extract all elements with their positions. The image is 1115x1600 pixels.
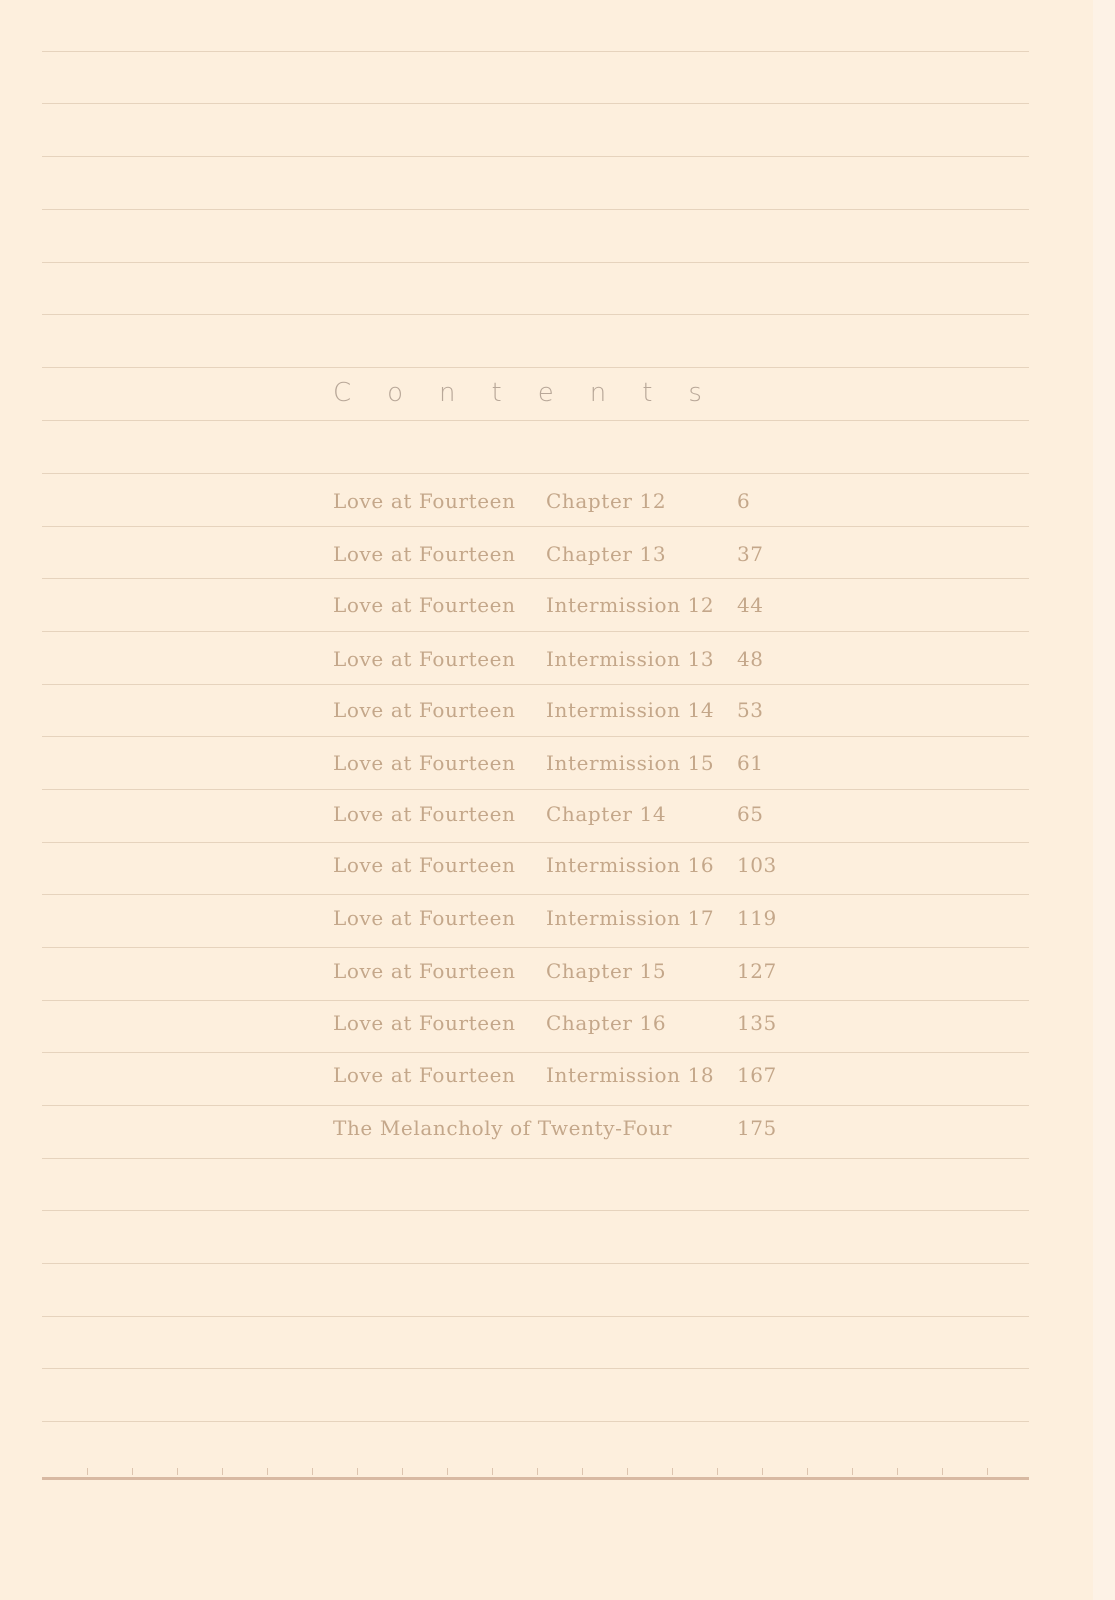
ruler-tick (267, 1468, 268, 1475)
toc-section: Intermission 14 (546, 698, 715, 722)
toc-row[interactable] (0, 751, 1115, 803)
toc-page-number: 37 (737, 542, 764, 566)
toc-row[interactable] (0, 906, 1115, 958)
bottom-rule (42, 1477, 1029, 1480)
toc-page-number: 48 (737, 647, 764, 671)
rule-line (42, 367, 1029, 368)
ruler-tick (582, 1468, 583, 1475)
toc-row[interactable] (0, 853, 1115, 905)
toc-section: Intermission 18 (546, 1063, 715, 1087)
toc-series: Love at Fourteen (333, 751, 516, 775)
toc-series: Love at Fourteen (333, 489, 516, 513)
rule-line (42, 314, 1029, 315)
ruler-tick (717, 1468, 718, 1475)
toc-page-number: 103 (737, 853, 777, 877)
ruler-tick (537, 1468, 538, 1475)
toc-section: Chapter 16 (546, 1011, 667, 1035)
toc-row[interactable] (0, 1063, 1115, 1115)
rule-line (42, 51, 1029, 52)
page-title: Contents (333, 378, 738, 408)
rule-line (42, 1316, 1029, 1317)
ruler-tick (312, 1468, 313, 1475)
toc-series: Love at Fourteen (333, 542, 516, 566)
toc-series: Love at Fourteen (333, 959, 516, 983)
toc-section: Intermission 12 (546, 593, 715, 617)
toc-series: Love at Fourteen (333, 1011, 516, 1035)
ruler-tick (852, 1468, 853, 1475)
toc-section: Intermission 15 (546, 751, 715, 775)
rule-line (42, 420, 1029, 421)
rule-line (42, 1210, 1029, 1211)
toc-page-number: 127 (737, 959, 777, 983)
toc-series: Love at Fourteen (333, 647, 516, 671)
toc-row[interactable] (0, 959, 1115, 1011)
toc-row[interactable] (0, 489, 1115, 541)
toc-series: The Melancholy of Twenty-Four (333, 1116, 673, 1140)
ruler-tick (222, 1468, 223, 1475)
toc-page-number: 175 (737, 1116, 777, 1140)
ruler-tick (357, 1468, 358, 1475)
toc-row[interactable] (0, 647, 1115, 699)
toc-row[interactable] (0, 542, 1115, 594)
toc-row[interactable] (0, 802, 1115, 854)
toc-page-number: 119 (737, 906, 777, 930)
page-edge (1093, 0, 1115, 1600)
rule-line (42, 156, 1029, 157)
toc-series: Love at Fourteen (333, 698, 516, 722)
toc-series: Love at Fourteen (333, 906, 516, 930)
rule-line (42, 209, 1029, 210)
rule-line (42, 103, 1029, 104)
toc-section: Chapter 15 (546, 959, 667, 983)
toc-row[interactable] (0, 593, 1115, 645)
toc-section: Chapter 12 (546, 489, 667, 513)
ruler-tick (177, 1468, 178, 1475)
rule-line (42, 473, 1029, 474)
toc-series: Love at Fourteen (333, 853, 516, 877)
rule-line (42, 1421, 1029, 1422)
toc-series: Love at Fourteen (333, 593, 516, 617)
toc-page-number: 44 (737, 593, 764, 617)
ruler-tick (942, 1468, 943, 1475)
rule-line (42, 1263, 1029, 1264)
ruler-tick (987, 1468, 988, 1475)
rule-line (42, 1368, 1029, 1369)
toc-page-number: 65 (737, 802, 764, 826)
ruler-tick (402, 1468, 403, 1475)
toc-row[interactable] (0, 1116, 1115, 1168)
toc-page-number: 6 (737, 489, 751, 513)
ruler-tick (492, 1468, 493, 1475)
toc-page-number: 53 (737, 698, 764, 722)
toc-row[interactable] (0, 1011, 1115, 1063)
ruler-tick (897, 1468, 898, 1475)
toc-section: Intermission 16 (546, 853, 715, 877)
toc-series: Love at Fourteen (333, 1063, 516, 1087)
ruler-tick (132, 1468, 133, 1475)
toc-section: Chapter 13 (546, 542, 667, 566)
toc-section: Chapter 14 (546, 802, 667, 826)
toc-page-number: 167 (737, 1063, 777, 1087)
ruler-tick (87, 1468, 88, 1475)
toc-row[interactable] (0, 698, 1115, 750)
ruler-tick (447, 1468, 448, 1475)
toc-page-number: 61 (737, 751, 764, 775)
ruler-tick (672, 1468, 673, 1475)
ruler-tick (627, 1468, 628, 1475)
toc-page-number: 135 (737, 1011, 777, 1035)
rule-line (42, 262, 1029, 263)
toc-series: Love at Fourteen (333, 802, 516, 826)
ruler-tick (762, 1468, 763, 1475)
ruler-tick (807, 1468, 808, 1475)
toc-section: Intermission 17 (546, 906, 715, 930)
toc-section: Intermission 13 (546, 647, 715, 671)
